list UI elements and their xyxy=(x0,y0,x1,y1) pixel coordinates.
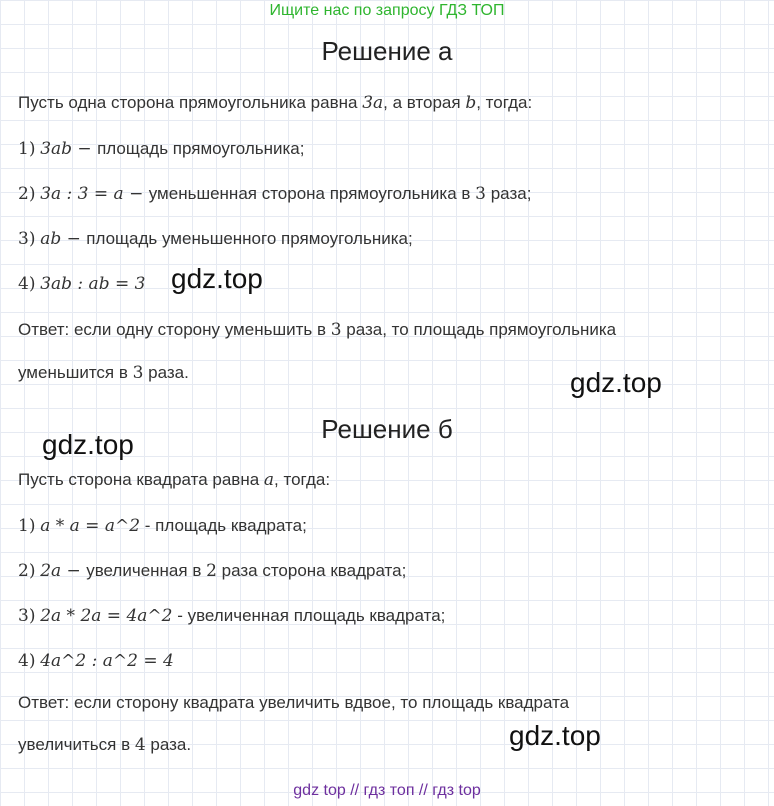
heading-solution-b: Решение б xyxy=(321,414,453,444)
solution-b-step-1 xyxy=(18,516,307,536)
step-text: площадь прямоугольника; xyxy=(97,139,305,158)
answer-text: Ответ: если сторону квадрата увеличить вдвое, то площадь квадрата xyxy=(18,693,570,712)
step-expression: 3ab xyxy=(40,139,73,159)
solution-b-step-4 xyxy=(18,651,174,671)
solution-b-step-3 xyxy=(18,606,445,626)
answer-text: раза. xyxy=(143,363,189,382)
step-number-value: 3 xyxy=(475,184,486,204)
answer-text: увеличиться в xyxy=(18,735,135,754)
intro-text-1: Пусть сторона квадрата равна xyxy=(18,470,264,489)
step-number: 3) xyxy=(18,606,36,626)
step-number: 2) xyxy=(18,184,36,204)
intro-math-2: b xyxy=(465,93,477,113)
step-dash: − xyxy=(123,184,149,204)
intro-text-1: Пусть одна сторона прямоугольника равна xyxy=(18,93,363,112)
step-number: 2) xyxy=(18,561,36,581)
answer-text: уменьшится в xyxy=(18,363,133,382)
step-dash: - xyxy=(172,606,188,625)
intro-text-3: , тогда: xyxy=(476,93,533,112)
solution-b-step-2 xyxy=(18,561,406,581)
watermark: gdz.top xyxy=(509,720,601,751)
intro-text-2: , тогда: xyxy=(274,470,331,489)
step-number-value: 2 xyxy=(206,561,217,581)
step-dash: − xyxy=(72,139,98,159)
solution-a-answer-line-1 xyxy=(18,320,616,340)
heading-solution-a: Решение а xyxy=(321,36,453,66)
solution-a-step-1 xyxy=(18,139,305,159)
watermark: gdz.top xyxy=(570,367,662,398)
solution-a-intro xyxy=(18,93,532,113)
step-text: площадь квадрата; xyxy=(155,516,307,535)
step-number: 1) xyxy=(18,139,36,159)
step-number: 4) xyxy=(18,274,36,294)
solution-b-intro xyxy=(18,470,330,490)
step-number: 4) xyxy=(18,651,36,671)
intro-text-2: , а вторая xyxy=(383,93,466,112)
step-dash: − xyxy=(61,561,87,581)
solution-a-step-2 xyxy=(18,184,531,204)
step-dash: - xyxy=(140,516,156,535)
step-expression: a * a = a^2 xyxy=(40,516,141,536)
watermark: gdz.top xyxy=(171,263,263,294)
footer-links[interactable]: gdz top // гдз топ // гдз top xyxy=(293,782,481,799)
step-expression: 2a xyxy=(40,561,62,581)
step-expression: ab xyxy=(40,229,62,249)
step-expression: 3ab : ab = 3 xyxy=(40,274,146,294)
solution-b-answer-line-2 xyxy=(18,735,191,755)
top-banner-link[interactable]: Ищите нас по запросу ГДЗ ТОП xyxy=(269,2,505,19)
solution-b-answer-line-1 xyxy=(18,693,569,713)
solution-a-step-4 xyxy=(18,274,145,294)
answer-number: 4 xyxy=(134,735,146,755)
watermark: gdz.top xyxy=(42,429,134,460)
step-text: увеличенная в xyxy=(86,561,207,580)
step-dash: − xyxy=(61,229,87,249)
step-number: 1) xyxy=(18,516,36,536)
intro-math-1: 3a xyxy=(362,93,384,113)
step-text: площадь уменьшенного прямоугольника; xyxy=(86,229,413,248)
answer-number: 3 xyxy=(132,363,144,383)
answer-text: раза. xyxy=(145,735,192,754)
step-expression: 4a^2 : a^2 = 4 xyxy=(40,651,174,671)
step-tail: раза сторона квадрата; xyxy=(216,561,407,580)
solution-a-answer-line-2 xyxy=(18,363,189,383)
answer-number: 3 xyxy=(330,320,342,340)
step-tail: раза; xyxy=(486,184,532,203)
solution-a-step-3 xyxy=(18,229,413,249)
step-number: 3) xyxy=(18,229,36,249)
step-expression: 3a : 3 = a xyxy=(40,184,124,204)
answer-text: Ответ: если одну сторону уменьшить в xyxy=(18,320,331,339)
step-expression: 2a * 2a = 4a^2 xyxy=(40,606,173,626)
answer-text: раза, то площадь прямоугольника xyxy=(341,320,617,339)
step-text: увеличенная площадь квадрата; xyxy=(187,606,446,625)
intro-math-1: a xyxy=(263,470,275,490)
step-text: уменьшенная сторона прямоугольника в xyxy=(148,184,476,203)
